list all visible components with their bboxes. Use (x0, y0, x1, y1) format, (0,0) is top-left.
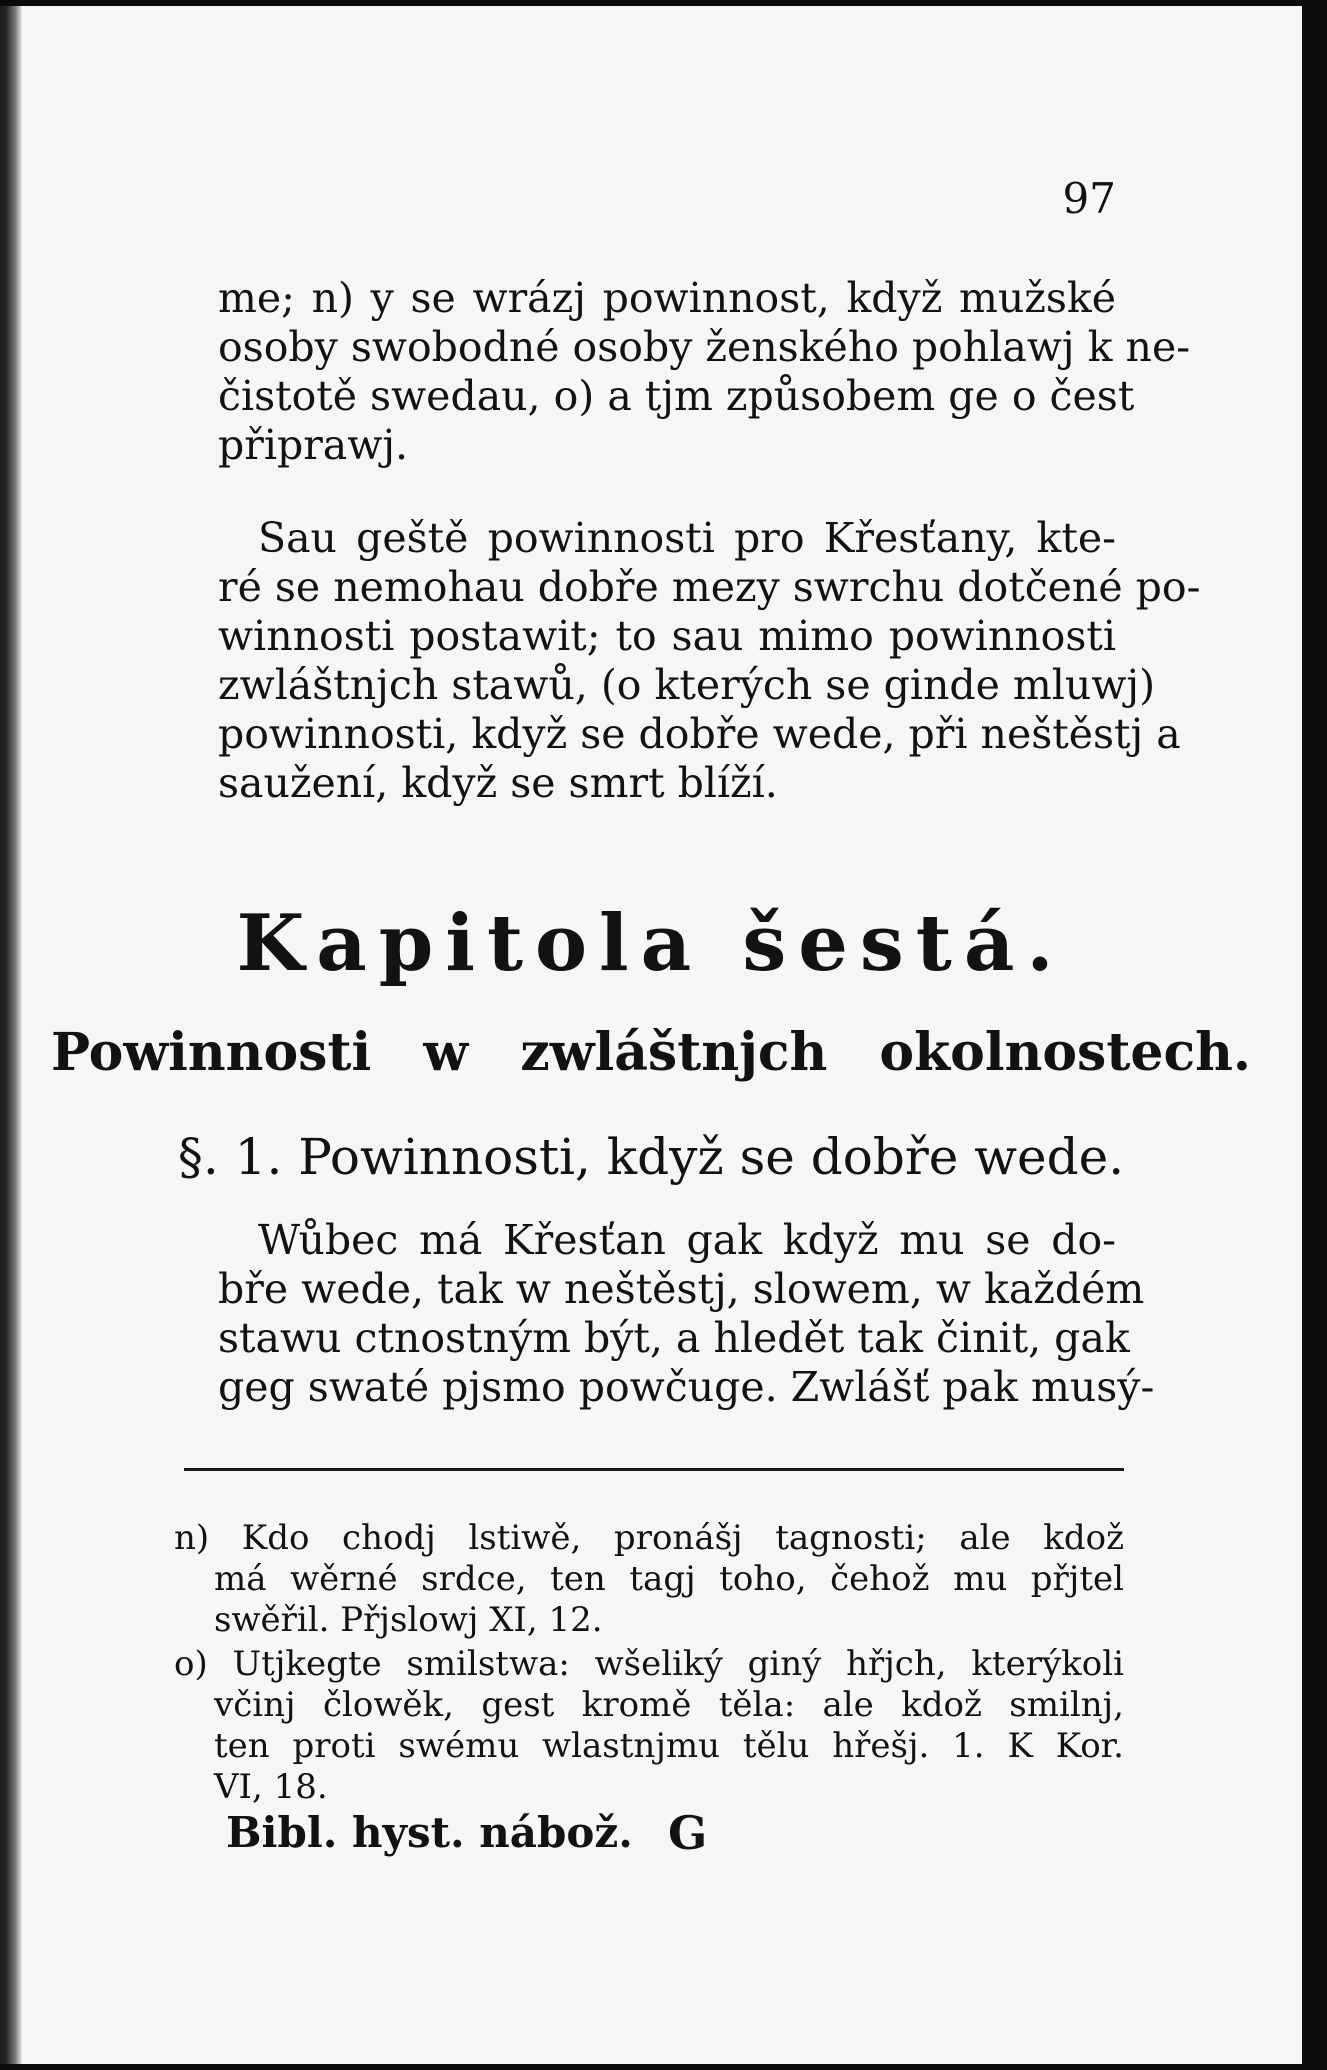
footnote-divider (184, 1468, 1124, 1471)
footnote-line: má wěrné srdce, ten tagj toho, čehož mu přjtel (214, 1559, 1124, 1599)
text-line: ré se nemohau dobře mezy swrchu dotčené po- (218, 563, 1201, 611)
text-line: čistotě swedau, o) a tjm způsobem ge o čest (218, 372, 1135, 420)
text-line: osoby swobodné osoby ženského pohlawj k ne- (218, 323, 1191, 371)
page-number: 97 (1062, 174, 1116, 223)
signature-line: Bibl. hyst. nábož. (226, 1808, 633, 1857)
footnote-line: swěřil. Přjslowj XI, 12. (214, 1600, 603, 1640)
text-line: připrawj. (218, 421, 409, 469)
sheet-mark: G (668, 1806, 708, 1860)
text-line: me; n) y se wrázj powinnost, když mužské (218, 274, 1116, 322)
footnote-line: ten proti swému wlastnjmu tělu hřešj. 1. K Kor. (214, 1726, 1124, 1766)
text-line: stawu ctnostným být, a hledět tak činit, gak (218, 1314, 1130, 1362)
footnote-line: n) Kdo chodj lstiwě, pronášj tagnosti; ale kdož (174, 1518, 1124, 1558)
text-line: Sau geště powinnosti pro Křesťany, kte- (258, 514, 1116, 562)
chapter-subtitle: Powinnosti w zwláštnjch okolnostech. (50, 1022, 1252, 1083)
text-line: Wůbec má Křesťan gak když mu se do- (258, 1216, 1116, 1264)
chapter-title: Kapitola šestá. (236, 898, 1066, 989)
footnote-line: včinj člowěk, gest kromě těla: ale kdož smilnj, (214, 1685, 1124, 1725)
text-line: winnosti postawit; to sau mimo powinnosti (218, 612, 1116, 660)
footnote-line: o) Utjkegte smilstwa: wšeliký giný hřjch, kterýkoli (174, 1644, 1124, 1684)
text-line: powinnosti, když se dobře wede, při neštěstj a (218, 710, 1181, 758)
section-title: §. 1. Powinnosti, když se dobře wede. (177, 1128, 1125, 1186)
text-line: zwláštnjch stawů, (o kterých se ginde mluwj) (218, 661, 1156, 709)
text-line: geg swaté pjsmo powčuge. Zwlášť pak musý- (218, 1363, 1155, 1411)
book-page (0, 6, 1302, 2064)
text-line: bře wede, tak w neštěstj, slowem, w každém (218, 1265, 1145, 1313)
footnote-line: VI, 18. (214, 1767, 328, 1807)
text-line: saužení, když se smrt blíží. (218, 759, 778, 807)
